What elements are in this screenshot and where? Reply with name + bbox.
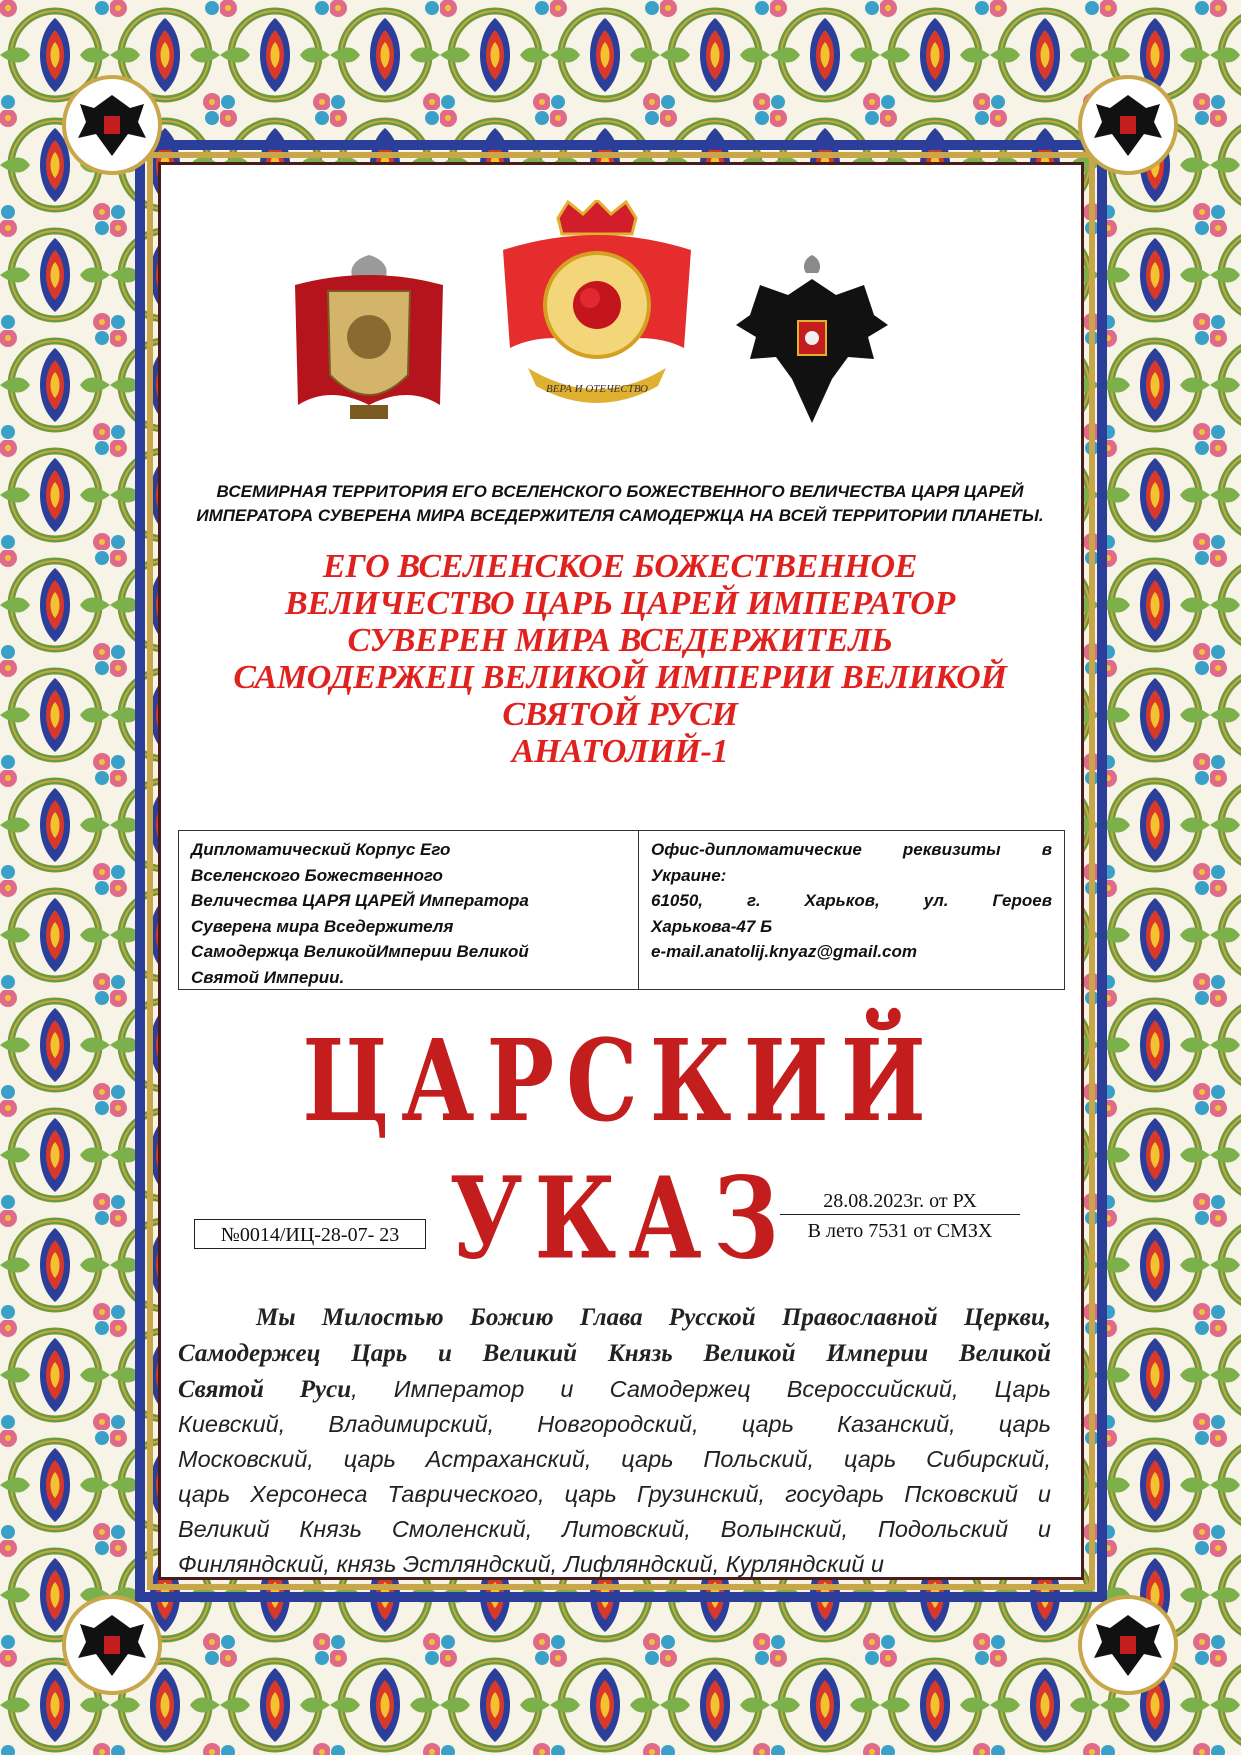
body-line xyxy=(178,1336,1051,1372)
info-line: Дипломатический Корпус Его xyxy=(191,840,451,859)
info-line: Украине: xyxy=(651,865,727,885)
office-details-cell xyxy=(639,831,1064,989)
body-line xyxy=(178,1300,1051,1336)
center-coat-of-arms xyxy=(498,200,696,410)
territory-header-line2: ИМПЕРАТОРА СУВЕРЕНА МИРА ВСЕДЕРЖИТЕЛЯ САМОДЕРЖЦА НА ВСЕЙ ТЕРРИТОРИИ ПЛАНЕТЫ. xyxy=(196,506,1044,525)
sovereign-title-line: ВЕЛИЧЕСТВО ЦАРЬ ЦАРЕЙ ИМПЕРАТОР xyxy=(284,585,956,622)
decree-title: ЦАРСКИЙ УКАЗ xyxy=(302,1015,938,1285)
decree-body xyxy=(178,1300,1051,1581)
right-coat-of-arms xyxy=(730,255,894,427)
info-line: Святой Империи. xyxy=(191,967,345,987)
body-text-span: Мы Милостью Божию Глава Русской Православной Церкви, xyxy=(256,1304,1051,1331)
sovereign-title-line: САМОДЕРЖЕЦ ВЕЛИКОЙ ИМПЕРИИ ВЕЛИКОЙ xyxy=(233,659,1007,696)
body-line: Московский, царь Астраханский, царь Польский, царь Сибирский, xyxy=(178,1446,1051,1473)
body-line: Финляндский, князь Эстляндский, Лифляндский, Курляндский и xyxy=(178,1550,884,1577)
info-line: Величества ЦАРЯ ЦАРЕЙ Императора xyxy=(191,891,529,910)
body-text-span: , Император и Самодержец Всероссийский, Царь xyxy=(351,1375,1051,1402)
sovereign-title-line: АНАТОЛИЙ-1 xyxy=(511,733,729,770)
sovereign-title-line: СВЯТОЙ РУСИ xyxy=(502,696,738,733)
date-line: 28.08.2023г. от РХ xyxy=(780,1188,1020,1215)
document-number: №0014/ИЦ-28-07- 23 xyxy=(194,1219,426,1249)
diplomatic-info-table xyxy=(178,830,1065,990)
corner-eagle-bottom-left xyxy=(64,1597,160,1693)
info-line: Вселенского Божественного xyxy=(191,865,443,885)
body-text-span: Самодержец Царь и Великий Князь Великой Империи Великой xyxy=(178,1339,1051,1367)
body-line: Киевский, Владимирский, Новгородский, царь Казанский, царь xyxy=(178,1411,1051,1438)
info-line: Суверена мира Вседержителя xyxy=(191,916,454,936)
corner-eagle-top-right xyxy=(1080,77,1176,173)
diplomatic-corps-cell xyxy=(179,831,639,989)
info-line: Самодержца ВеликойИмперии Великой xyxy=(191,942,529,961)
sovereign-title-line: СУВЕРЕН МИРА ВСЕДЕРЖИТЕЛЬ xyxy=(347,622,893,659)
era-date-line: В лето 7531 от СМЗХ xyxy=(807,1220,993,1242)
email-text: e-mail.anatolij.knyaz@gmail.com xyxy=(651,942,917,961)
body-line: Великий Князь Смоленский, Литовский, Волынский, Подольский и xyxy=(178,1515,1051,1542)
crest-motto: ВЕРА И ОТЕЧЕСТВО xyxy=(545,383,649,395)
corner-eagle-bottom-right xyxy=(1080,1597,1176,1693)
territory-header xyxy=(170,480,1070,528)
body-line: царь Херсонеса Таврического, царь Грузинский, государь Псковский и xyxy=(178,1480,1051,1507)
corner-eagle-top-left xyxy=(64,77,160,173)
info-line: Офис-дипломатические реквизиты в xyxy=(651,840,1052,859)
info-line: Харькова-47 Б xyxy=(651,916,773,936)
sovereign-title-line: ЕГО ВСЕЛЕНСКОЕ БОЖЕСТВЕННОЕ xyxy=(322,548,918,585)
territory-header-line1: ВСЕМИРНАЯ ТЕРРИТОРИЯ ЕГО ВСЕЛЕНСКОГО БОЖЕСТВЕННОГО ВЕЛИЧЕСТВА ЦАРЯ ЦАРЕЙ xyxy=(216,482,1024,501)
info-line: 61050, г. Харьков, ул. Героев xyxy=(651,891,1052,910)
sovereign-title xyxy=(168,548,1072,770)
body-text-span: Святой Руси xyxy=(178,1375,352,1403)
body-line xyxy=(178,1372,1051,1408)
left-coat-of-arms xyxy=(290,255,448,433)
